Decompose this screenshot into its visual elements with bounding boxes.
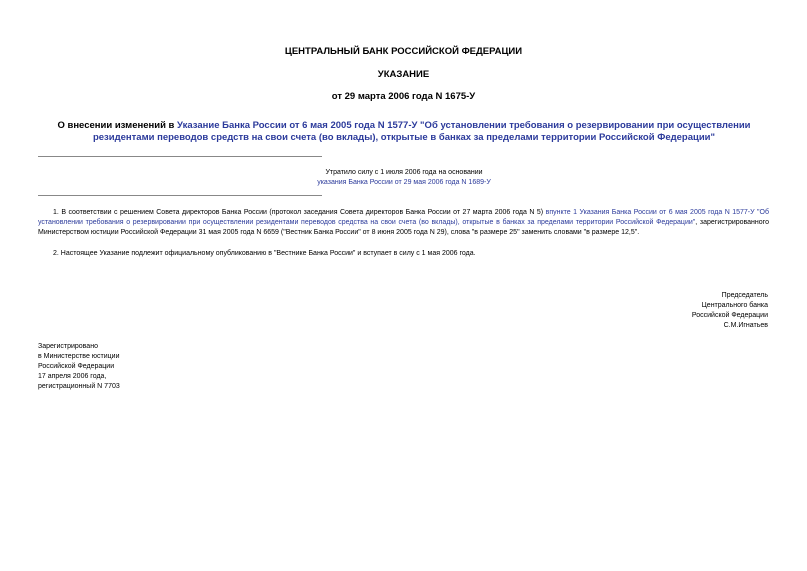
- signature-line-2: Центрального банка: [701, 302, 768, 309]
- signature-line-1: Председатель: [721, 292, 768, 299]
- signature-line-3: Российской Федерации: [691, 312, 768, 319]
- document-title: [44, 120, 764, 144]
- title-prefix: О внесении изменений в: [57, 120, 178, 131]
- signature-block: [560, 291, 768, 331]
- registration-line-3: Российской Федерации: [38, 363, 115, 370]
- registration-line-1: Зарегистрировано: [38, 343, 98, 350]
- divider-top: [38, 156, 322, 157]
- status-line: Утратило силу с 1 июля 2006 года на основании: [325, 169, 483, 176]
- para1-suffix: , зарегистрированного Министерством юстиции Российской Федерации 31 мая 2005 года N 6659 ("Вестник Банка России" от 8 июня 2005 года N 29), слова "в размере 25" заменить словами "в размере 12,5".: [38, 219, 769, 236]
- para1-link[interactable]: впункте 1 Указания Банка России от 6 мая 2005 года N 1577-У "Об установлении требования о резервировании при осуществлении резидентами переводов средства на свои счета (во вклады), открытые в банках за пределами территории Российской Федерации": [38, 209, 769, 226]
- paragraph-1: [38, 208, 769, 238]
- status-note: [300, 168, 508, 188]
- status-link[interactable]: указания Банка России от 29 мая 2006 года N 1689-У: [317, 179, 491, 186]
- registration-line-5: регистрационный N 7703: [38, 383, 120, 390]
- signature-line-4: С.М.Игнатьев: [723, 322, 768, 329]
- title-link[interactable]: Указание Банка России от 6 мая 2005 года N 1577-У "Об установлении требования о резервировании при осуществлении резидентами переводов средств на свои счета (во вклады), открытые в банках за пределами территории Российской Федерации": [92, 120, 751, 143]
- org-name: ЦЕНТРАЛЬНЫЙ БАНК РОССИЙСКОЙ ФЕДЕРАЦИИ: [284, 46, 523, 57]
- paragraph-2: 2. Настоящее Указание подлежит официальному опубликованию в "Вестнике Банка России" и вступает в силу с 1 мая 2006 года.: [53, 250, 476, 257]
- doc-type: УКАЗАНИЕ: [377, 69, 430, 80]
- divider-bottom: [38, 195, 322, 196]
- para1-prefix: 1. В соответствии с решением Совета директоров Банка России (протокол заседания Совета директоров Банка России от 27 марта 2006 года N 5): [53, 209, 546, 216]
- doc-date-number: от 29 марта 2006 года N 1675-У: [331, 91, 476, 102]
- registration-line-2: в Министерстве юстиции: [38, 353, 120, 360]
- registration-line-4: 17 апреля 2006 года,: [38, 373, 107, 380]
- registration-block: [38, 342, 238, 392]
